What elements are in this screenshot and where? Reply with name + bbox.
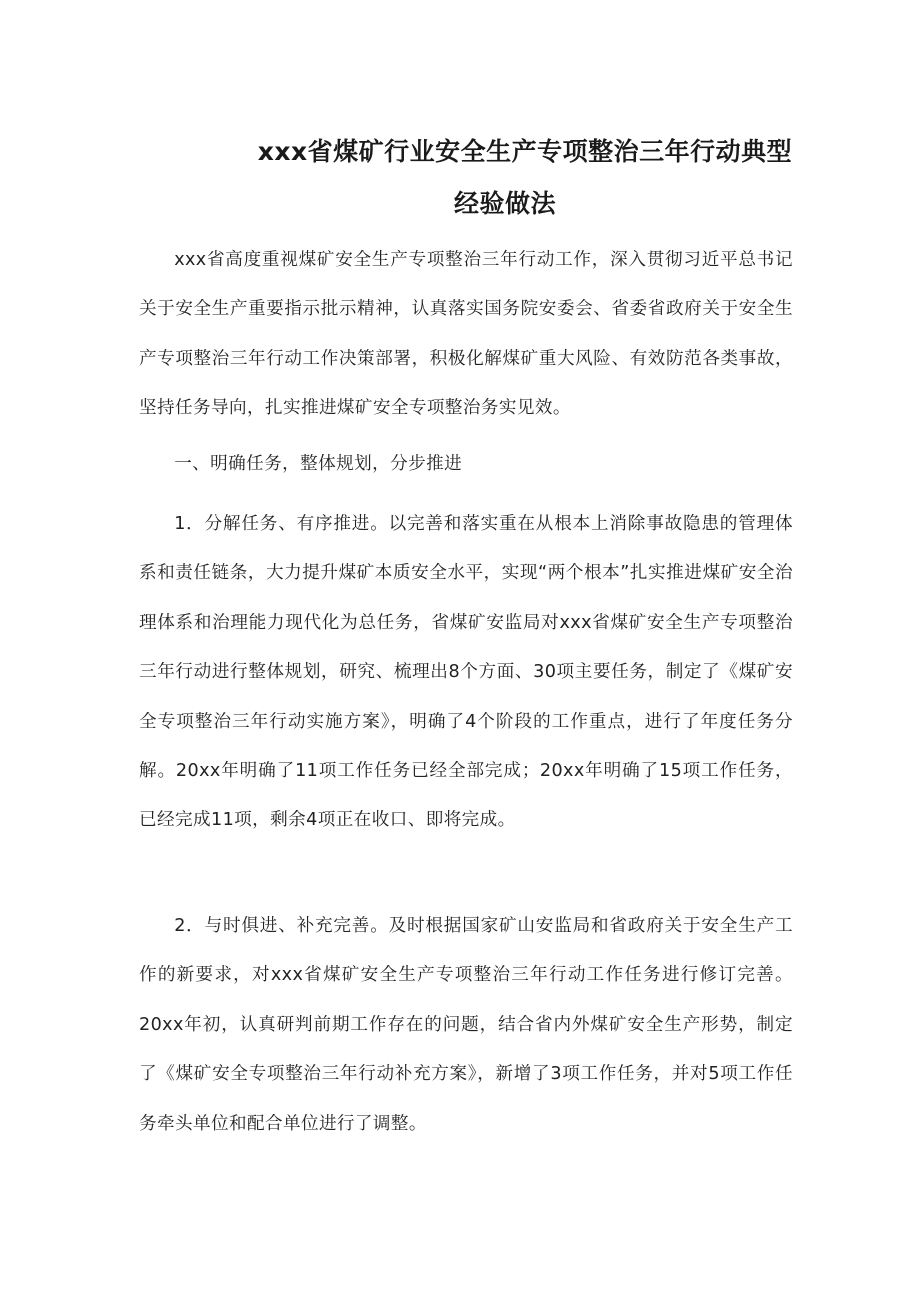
section-heading-1: 一、明确任务，整体规划，分步推进 <box>174 454 463 474</box>
document-title-line-1: xxx省煤矿行业安全生产专项整治三年行动典型 <box>257 137 793 166</box>
intro-paragraph: xxx省高度重视煤矿安全生产专项整治三年行动工作，深入贯彻习近平总书记关于安全生产重要指示批示精神，认真落实国务院安委会、省委省政府关于安全生产专项整治三年行动工作决策部署，积极化解煤矿重大风险、有效防范各类事故，坚持任务导向，扎实推进煤矿安全专项整治务实见效。 <box>139 250 793 419</box>
document-title-line-2: 经验做法 <box>453 189 556 218</box>
section-1-paragraph: 1．分解任务、有序推进。以完善和落实重在从根本上消除事故隐患的管理体系和责任链条，大力提升煤矿本质安全水平，实现“两个根本”扎实推进煤矿安全治理体系和治理能力现代化为总任务，省煤矿安监局对xxx省煤矿安全生产专项整治三年行动进行整体规划，研究、梳理出8个方面、30项主要任务，制定了《煤矿安全专项整治三年行动实施方案》，明确了4个阶段的工作重点，进行了年度任务分解。20xx年明确了11项工作任务已经全部完成；20xx年明确了15项工作任务，已经完成11项，剩余4项正在收口、即将完成。 <box>139 514 793 831</box>
section-2-paragraph: 2．与时俱进、补充完善。及时根据国家矿山安监局和省政府关于安全生产工作的新要求，对xxx省煤矿安全生产专项整治三年行动工作任务进行修订完善。20xx年初，认真研判前期工作存在的问题，结合省内外煤矿安全生产形势，制定了《煤矿安全专项整治三年行动补充方案》，新增了3项工作任务，并对5项工作任务牵头单位和配合单位进行了调整。 <box>139 916 793 1134</box>
